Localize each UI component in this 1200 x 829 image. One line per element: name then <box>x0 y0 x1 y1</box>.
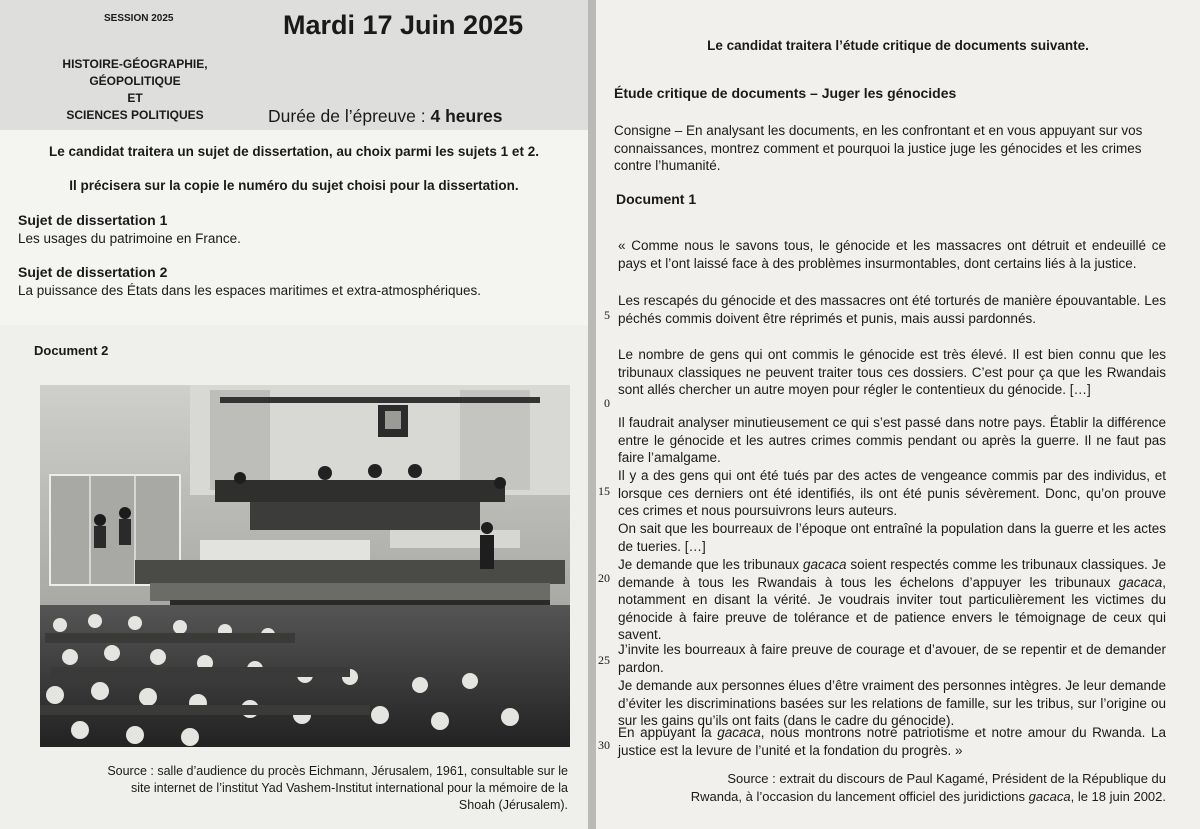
sujet-1-title: Sujet de dissertation 1 <box>18 212 168 228</box>
doc1-paragraph: Je demande aux personnes élues d’être vraiment des personnes intègres. Je leur demande d’éviter les discriminations basées sur les relations de famille, sur les tribus, sur l’origine ou sur les gains qu’ils ont faits (dans le cadre du génocide). <box>618 678 1166 728</box>
discipline-line: GÉOPOLITIQUE <box>89 74 181 88</box>
sujet-2-text: La puissance des États dans les espaces maritimes et extra-atmosphériques. <box>18 283 481 298</box>
dissertation-instruction: Le candidat traitera un sujet de dissertation, au choix parmi les sujets 1 et 2. <box>49 144 539 159</box>
dissertation-instruction-copy: Il précisera sur la copie le numéro du sujet choisi pour la dissertation. <box>69 178 519 193</box>
exam-duration <box>268 106 502 127</box>
discipline-line: SCIENCES POLITIQUES <box>66 108 204 122</box>
line-number: 25 <box>598 653 610 667</box>
doc1-paragraph: J’invite les bourreaux à faire preuve de courage et d’avouer, de se repentir et de demander pardon. <box>618 642 1166 675</box>
source-text: Rwanda, à l’occasion du lancement officiel des juridictions <box>690 789 1026 804</box>
doc1-paragraph: « Comme nous le savons tous, le génocide et les massacres ont détruit et endeuillé ce pays et l’ont laissé face à des problèmes insurmontables, dont certains liés à la justice. <box>618 238 1166 271</box>
document-2-source <box>44 763 568 814</box>
duration-value: 4 heures <box>430 106 503 126</box>
document-1-source <box>618 770 1166 806</box>
doc1-paragraph: On sait que les bourreaux de l’époque ont entraîné la population dans la guerre et les actes de tueries. […] <box>618 521 1166 554</box>
source-line: Source : salle d’audience du procès Eichmann, Jérusalem, 1961, consultable sur le <box>107 764 568 778</box>
document-2-title: Document 2 <box>34 343 109 358</box>
courtroom-photo <box>40 385 570 747</box>
duration-label: Durée de l’épreuve : <box>268 106 426 126</box>
line-number: 0 <box>604 396 610 410</box>
document-2 <box>0 325 588 829</box>
doc1-paragraph: Je demande que les tribunaux gacaca soient respectés comme les tribunaux classiques. Je demande à tous les Rwandais à tous les échelons d’appuyer les tribunaux gacaca, notamment en disant la vérité. Je voudrais inviter tout particulièrement les victimes du génocide à faire preuve de tolérance et de patience envers le témoignage de ceux qui savent. <box>618 557 1166 642</box>
line-number: 30 <box>598 738 610 752</box>
doc1-paragraph: Il faudrait analyser minutieusement ce qui s’est passé dans notre pays. Établir la différence entre le génocide et les autres crimes commis pendant ou après la guerre. Il ne faut pas faire l’amalgame. <box>618 415 1166 465</box>
left-page <box>0 0 588 829</box>
exam-date: Mardi 17 Juin 2025 <box>283 10 524 40</box>
doc1-paragraph: Il y a des gens qui ont été tués par des actes de vengeance commis par des individus, et lorsque ces derniers ont été identifiés, ils ont été punis sévèrement. Donc, qu’on prouve ces crimes et nous poursuivrons leurs auteurs. <box>618 468 1166 518</box>
gacaca-term: gacaca <box>803 557 847 572</box>
source-line: Source : extrait du discours de Paul Kagamé, Président de la République du <box>727 771 1166 786</box>
line-number: 5 <box>604 308 610 322</box>
source-text: , le 18 juin 2002. <box>1070 789 1166 804</box>
gacaca-term: gacaca <box>1118 574 1163 590</box>
sujet-2-title: Sujet de dissertation 2 <box>18 264 168 280</box>
etude-title: Étude critique de documents – Juger les génocides <box>614 85 957 101</box>
document-1-title: Document 1 <box>616 191 697 207</box>
exam-header <box>0 0 588 130</box>
sujet-1-text: Les usages du patrimoine en France. <box>18 231 241 246</box>
dissertation-block <box>0 130 588 325</box>
line-number: 15 <box>598 484 610 498</box>
discipline-line: HISTOIRE-GÉOGRAPHIE, <box>62 57 208 71</box>
page-gutter <box>588 0 596 829</box>
line-number: 20 <box>598 571 610 585</box>
session-label: SESSION 2025 <box>104 13 174 24</box>
source-line: Shoah (Jérusalem). <box>458 798 568 812</box>
consigne: Consigne – En analysant les documents, en les confrontant et en vous appuyant sur vos connaissances, montrez comment et pourquoi la justice juge les génocides et les crimes contre l’humanité. <box>614 123 1143 173</box>
doc1-paragraph: Les rescapés du génocide et des massacres ont été torturés de manière épouvantable. Les péchés commis doivent être réprimés et punis, mais aussi pardonnés. <box>618 293 1166 326</box>
doc1-paragraph: En appuyant la gacaca, nous montrons notre patriotisme et notre amour du Rwanda. La justice est la levure de l’unité et la fondation du progrès. » <box>618 725 1166 758</box>
etude-instruction: Le candidat traitera l’étude critique de documents suivante. <box>707 38 1089 53</box>
doc1-paragraph: Le nombre de gens qui ont commis le génocide est très élevé. Il est bien connu que les tribunaux classiques ne peuvent traiter tous ces dossiers. C’est pour ça que les Rwandais sont allés chercher un autre moyen pour régler le contentieux du génocide. […] <box>618 347 1166 397</box>
source-italic: gacaca <box>1028 789 1071 804</box>
source-line: site internet de l’institut Yad Vashem-Institut international pour la mémoire de la <box>130 781 568 795</box>
right-page <box>596 0 1200 829</box>
source-line <box>618 788 1166 806</box>
discipline-line: ET <box>127 91 143 105</box>
gacaca-term: gacaca <box>717 725 761 740</box>
discipline-title <box>50 56 220 124</box>
